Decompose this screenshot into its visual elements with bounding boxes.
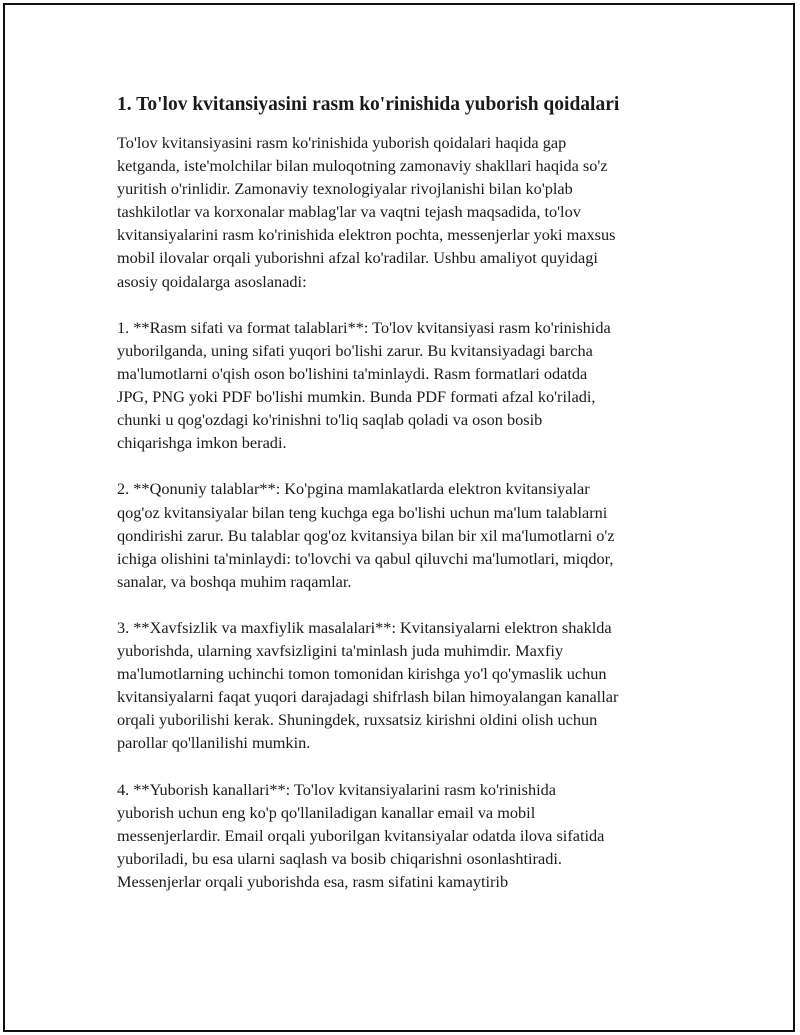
- paragraph: [117, 477, 697, 592]
- paragraph-line: 2. **Qonuniy talablar**: Ko'pgina mamlakatlarda elektron kvitansiyalar: [117, 479, 590, 499]
- paragraph-line: kvitansiyalarini rasm ko'rinishida elektron pochta, messenjerlar yoki maxsus: [117, 225, 616, 245]
- paragraph-line: kvitansiyalarni faqat yuqori darajadagi shifrlash bilan himoyalangan kanallar: [117, 687, 619, 707]
- paragraph-line: chiqarishga imkon beradi.: [117, 433, 287, 453]
- paragraph-line: qondirishi zarur. Bu talablar qog'oz kvitansiya bilan bir xil ma'lumotlarni o'z: [117, 525, 615, 545]
- paragraph-line: 3. **Xavfsizlik va maxfiylik masalalari**: Kvitansiyalarni elektron shaklda: [117, 617, 612, 637]
- paragraph-line: ma'lumotlarning uchinchi tomon tomonidan kirishga yo'l qo'ymaslik uchun: [117, 664, 607, 684]
- paragraph-line: Messenjerlar orqali yuborishda esa, rasm sifatini kamaytirib: [117, 872, 509, 891]
- paragraph-line: yuboriladi, bu esa ularni saqlash va bosib chiqarishni osonlashtiradi.: [117, 848, 562, 868]
- paragraph: [117, 616, 697, 755]
- paragraph-line: orqali yuborilishi kerak. Shuningdek, ruxsatsiz kirishni oldini olish uchun: [117, 710, 598, 730]
- paragraph-line: yuborilganda, uning sifati yuqori bo'lishi zarur. Bu kvitansiyadagi barcha: [117, 340, 593, 360]
- paragraph-line: ichiga olishini ta'minlaydi: to'lovchi va qabul qiluvchi ma'lumotlari, miqdor,: [117, 548, 614, 568]
- paragraph-line: yuborish uchun eng ko'p qo'llaniladigan kanallar email va mobil: [117, 802, 536, 822]
- paragraph-line: chunki u qog'ozdagi ko'rinishni to'liq saqlab qoladi va oson bosib: [117, 410, 543, 430]
- paragraph-line: ma'lumotlarni o'qish oson bo'lishini ta'minlaydi. Rasm formatlari odatda: [117, 363, 588, 383]
- paragraph: [117, 131, 697, 293]
- paragraph: [117, 316, 697, 455]
- paragraph-line: qog'oz kvitansiyalar bilan teng kuchga ega bo'lishi uchun ma'lum talablarni: [117, 502, 608, 522]
- paragraph-list: [117, 131, 697, 893]
- paragraph-line: mobil ilovalar orqali yuborishni afzal ko'radilar. Ushbu amaliyot quyidagi: [117, 248, 598, 268]
- paragraph-line: 4. **Yuborish kanallari**: To'lov kvitansiyalarini rasm ko'rinishida: [117, 779, 556, 799]
- paragraph-line: asosiy qoidalarga asoslanadi:: [117, 271, 307, 291]
- paragraph-line: tashkilotlar va korxonalar mablag'lar va vaqtni tejash maqsadida, to'lov: [117, 202, 581, 222]
- paragraph-line: messenjerlardir. Email orqali yuborilgan kvitansiyalar odatda ilova sifatida: [117, 825, 605, 845]
- paragraph-line: To'lov kvitansiyasini rasm ko'rinishida yuborish qoidalari haqida gap: [117, 133, 567, 152]
- paragraph-line: yuritish o'rinlidir. Zamonaviy texnologiyalar rivojlanishi bilan ko'plab: [117, 179, 573, 199]
- paragraph: [117, 778, 697, 893]
- paragraph-line: sanalar, va boshqa muhim raqamlar.: [117, 571, 352, 591]
- paragraph-line: yuborishda, ularning xavfsizligini ta'minlash juda muhimdir. Maxfiy: [117, 641, 564, 661]
- document-title: 1. To'lov kvitansiyasini rasm ko'rinishida yuborish qoidalari: [117, 94, 620, 115]
- paragraph-line: JPG, PNG yoki PDF bo'lishi mumkin. Bunda PDF formati afzal ko'riladi,: [117, 387, 596, 407]
- paragraph-line: 1. **Rasm sifati va format talablari**: To'lov kvitansiyasi rasm ko'rinishida: [117, 317, 611, 337]
- paragraph-line: parollar qo'llanilishi mumkin.: [117, 733, 311, 753]
- paragraph-line: ketganda, iste'molchilar bilan muloqotning zamonaviy shakllari haqida so'z: [117, 156, 608, 176]
- document-body: [117, 92, 697, 916]
